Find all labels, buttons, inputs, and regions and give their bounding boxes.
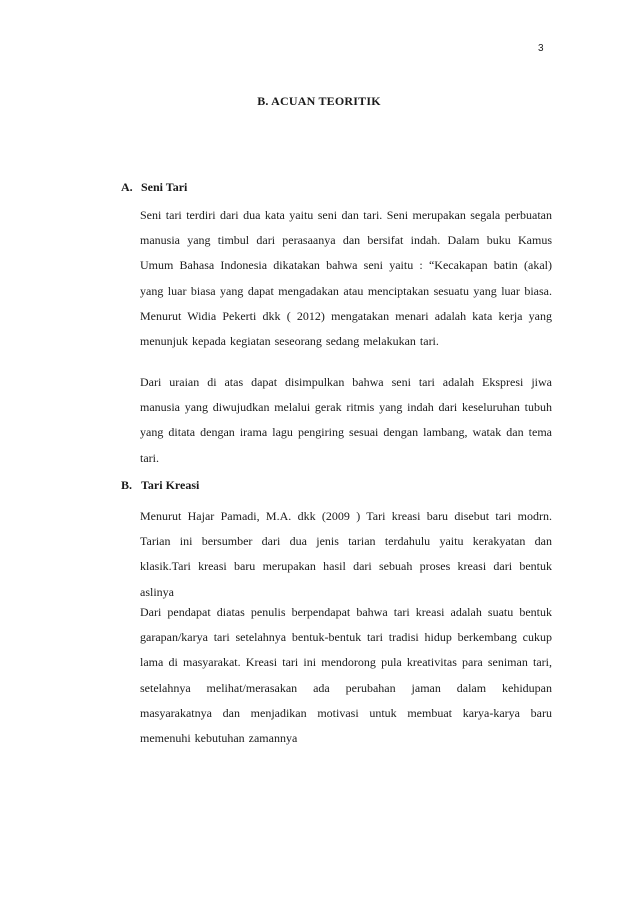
paragraph-tari-kreasi-opinion: Dari pendapat diatas penulis berpendapat bahwa tari kreasi adalah suatu bentuk garapan/karya tari setelahnya bentuk-bentuk tari tradisi hidup berkembang cukup lama di masyarakat. Kreasi tari ini mendorong pula kreativitas para seniman tari, setelahnya melihat/merasakan ada perubahan jaman dalam kehidupan masyarakatnya dan menjadikan motivasi untuk membuat karya-karya baru memenuhi kebutuhan zamannya [140,605,552,746]
section-title: Tari Kreasi [141,478,200,492]
section-title: Seni Tari [141,180,188,194]
section-number: A. [121,180,133,194]
section-number: B. [121,478,133,492]
paragraph-tari-kreasi-definition: Menurut Hajar Pamadi, M.A. dkk (2009 ) Tari kreasi baru disebut tari modrn. Tarian ini bersumber dari dua jenis tarian terdahulu yaitu kerakyatan dan klasik.Tari kreasi baru merupakan hasil dari sebuah proses kreasi dari bentuk aslinya [140,509,552,599]
paragraph-seni-tari-definition: Seni tari terdiri dari dua kata yaitu seni dan tari. Seni merupakan segala perbuatan manusia yang timbul dari perasaanya dan bersifat indah. Dalam buku Kamus Umum Bahasa Indonesia dikatakan bahwa seni yaitu : “Kecakapan batin (akal) yang luar biasa yang dapat mengadakan atau menciptakan sesuatu yang luar biasa. Menurut Widia Pekerti dkk ( 2012) mengatakan menari adalah kata kerja yang menunjuk kepada kegiatan seseorang sedang melakukan tari. [140,208,552,349]
section-heading-seni-tari [121,180,187,195]
paragraph-seni-tari-conclusion: Dari uraian di atas dapat disimpulkan bahwa seni tari adalah Ekspresi jiwa manusia yang diwujudkan melalui gerak ritmis yang indah dari keseluruhan tubuh yang ditata dengan irama lagu pengiring sesuai dengan lambang, watak dan tema tari. [140,375,552,465]
section-heading-tari-kreasi [121,478,199,493]
page-number: 3 [538,43,544,54]
page-title: B. ACUAN TEORITIK [257,94,381,108]
